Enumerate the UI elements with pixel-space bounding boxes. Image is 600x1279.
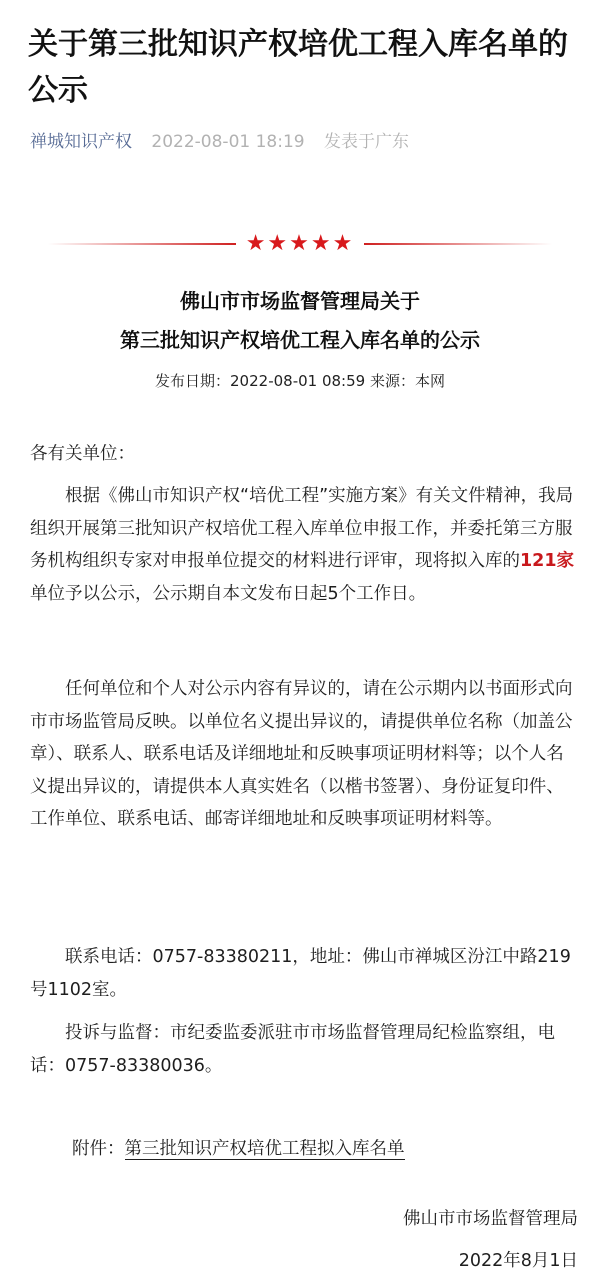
- paragraph-contact: 联系电话：0757-83380211，地址：佛山市禅城区汾江中路219号1102室。: [30, 947, 571, 1000]
- highlight-count: 121家: [520, 551, 575, 571]
- document-title-line1: 佛山市市场监督管理局关于: [180, 289, 420, 313]
- five-stars-icon: ★★★★★: [245, 231, 355, 256]
- publish-location: 发表于广东: [324, 132, 410, 152]
- paragraph-basis: [30, 480, 575, 610]
- document-title-line2: 第三批知识产权培优工程入库名单的公示: [120, 328, 480, 352]
- paragraph-supervision: 投诉与监督：市纪委监委派驻市市场监督管理局纪检监察组，电话：0757-83380036。: [30, 1023, 555, 1076]
- attachment-label: 附件：: [72, 1139, 125, 1159]
- paragraph-basis-text: 根据《佛山市知识产权“培优工程”实施方案》有关文件精神，我局组织开展第三批知识产权培优工程入库单位申报工作，并委托第三方服务机构组织专家对申报单位提交的材料进行评审，现将拟入库的: [30, 486, 574, 571]
- divider-line-left: [48, 243, 236, 245]
- attachment: [72, 1134, 405, 1164]
- article-meta: [30, 128, 409, 156]
- signature-organization: 佛山市市场监督管理局: [403, 1209, 578, 1229]
- salutation: 各有关单位：: [30, 444, 135, 464]
- document-meta: 发布日期：2022-08-01 08:59 来源：本网: [155, 372, 445, 390]
- paragraph-objection: 任何单位和个人对公示内容有异议的，请在公示期内以书面形式向市市场监管局反映。以单位名义提出异议的，请提供单位名称（加盖公章）、联系人、联系电话及详细地址和反映事项证明材料等；以个人名义提出异议的，请提供本人真实姓名（以楷书签署）、身份证复印件、工作单位、联系电话、邮寄详细地址和反映事项证明材料等。: [30, 679, 573, 829]
- author-link[interactable]: 禅城知识产权: [30, 132, 132, 152]
- signature-date: 2022年8月1日: [458, 1251, 578, 1271]
- paragraph-basis-text-end: 单位予以公示，公示期自本文发布日起5个工作日。: [30, 583, 427, 604]
- divider-line-right: [364, 243, 552, 245]
- publish-time: 2022-08-01 18:19: [151, 132, 305, 152]
- article-title: 关于第三批知识产权培优工程入库名单的公示: [28, 27, 568, 108]
- decorative-divider: [48, 232, 552, 256]
- attachment-link[interactable]: 第三批知识产权培优工程拟入库名单: [124, 1139, 405, 1159]
